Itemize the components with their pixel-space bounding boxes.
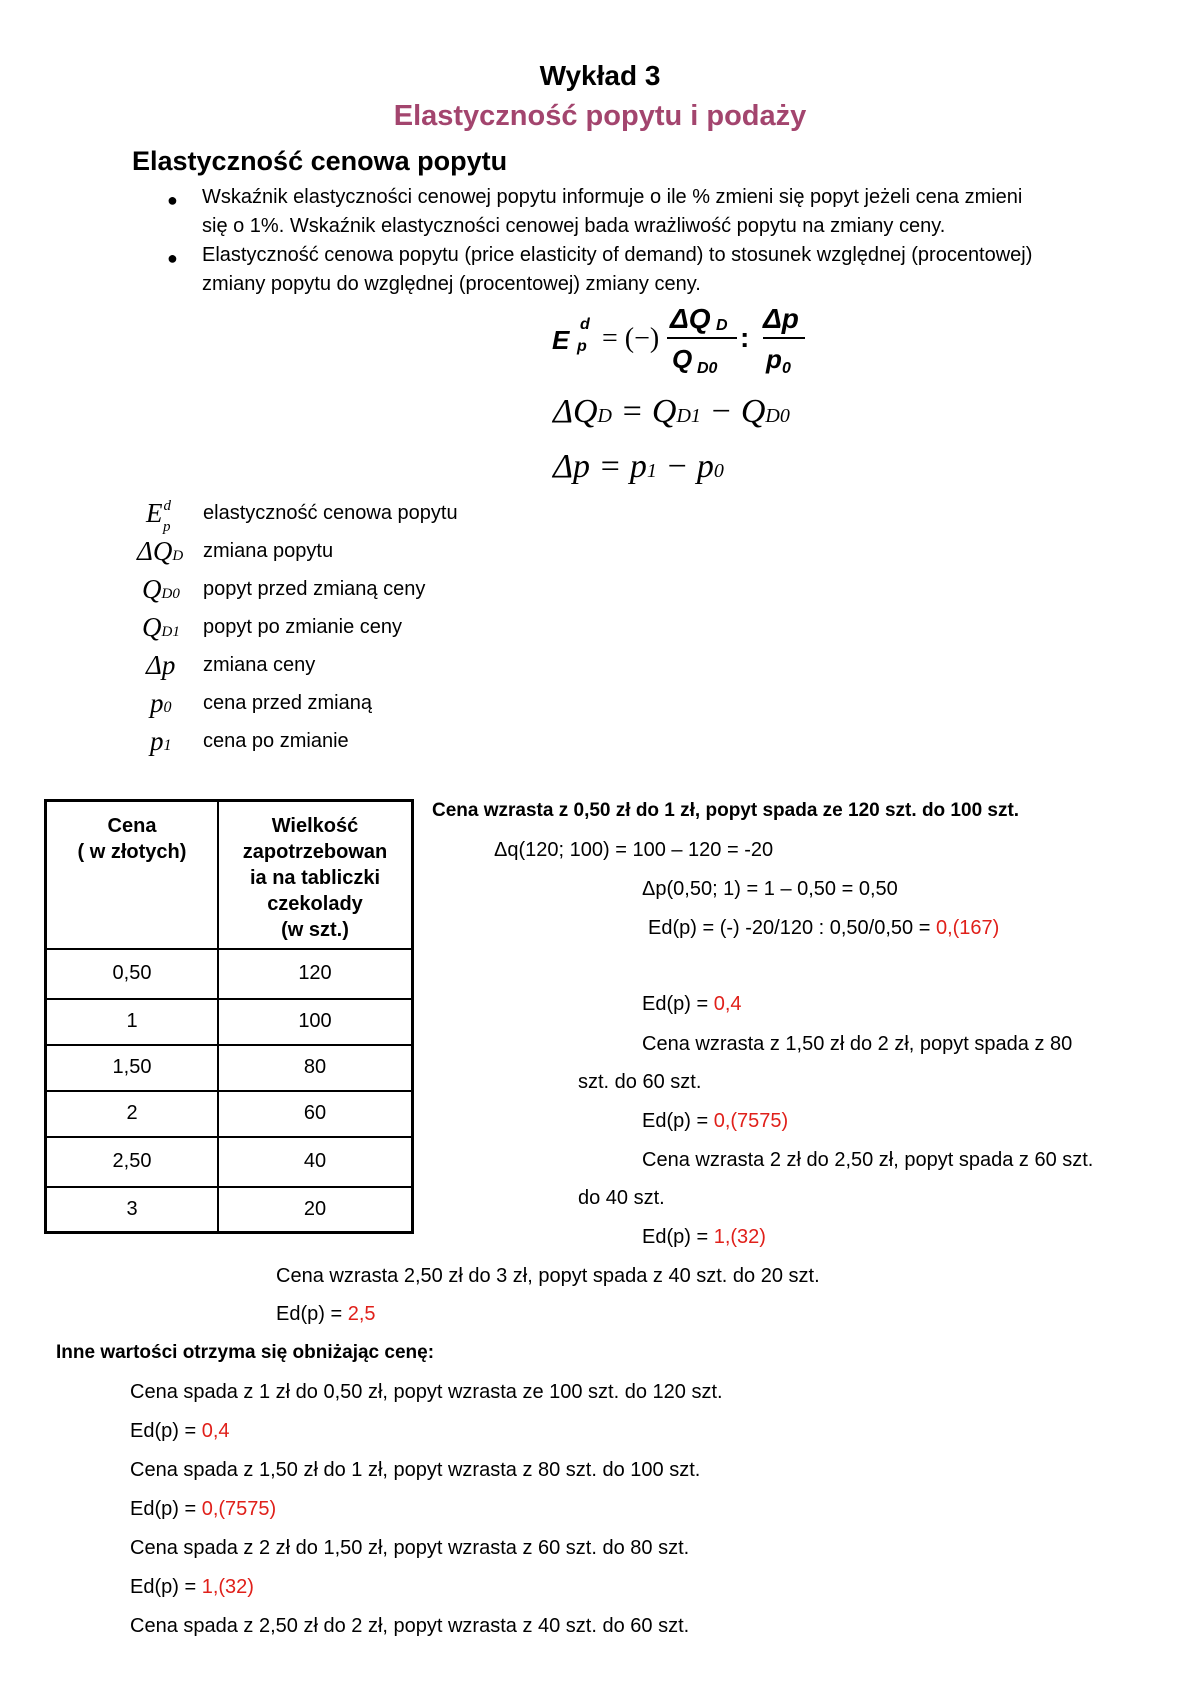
symbol-elasticity: $E^d_p$ [146, 498, 171, 535]
legend-text: elastyczność cenowa popytu [203, 502, 458, 524]
legend-text: cena po zmianie [203, 730, 349, 752]
table-cell-price: 0,50 [46, 949, 219, 999]
calc-delta-p: Δp(0,50; 1) = 1 – 0,50 = 0,50 [642, 878, 898, 900]
table-header-quantity: Wielkość zapotrzebowan ia na tabliczki czekolady (w szt.) [218, 801, 413, 949]
lowering-ed [130, 1420, 230, 1443]
legend-text: zmiana popytu [203, 540, 334, 562]
calc-step-4-line-1: Cena wzrasta 2 zł do 2,50 zł, popyt spada z 60 szt. [642, 1149, 1094, 1171]
bullet-dot-icon: ● [167, 190, 178, 210]
result-value: 0,(7575) [713, 1110, 789, 1132]
symbol-p1: p1 [150, 726, 172, 756]
bullet-2-line-1: Elastyczność cenowa popytu (price elasticity of demand) to stosunek względnej (procentowej) [202, 244, 1033, 266]
result-value: 0,(167) [935, 917, 1000, 939]
calc-step-3-line-2: szt. do 60 szt. [578, 1071, 702, 1093]
table-cell-quantity: 60 [218, 1091, 413, 1137]
calc-ed-label: Ed(p) = (-) -20/120 : 0,50/0,50 = [648, 917, 936, 939]
table-row [46, 1187, 413, 1233]
lowering-heading: Inne wartości otrzyma się obniżając cenę: [56, 1342, 435, 1363]
table-row [46, 1137, 413, 1187]
page-subtitle: Elastyczność popytu i podaży [393, 100, 807, 132]
calc-ed-2 [642, 993, 742, 1016]
table-cell-price: 2,50 [46, 1137, 219, 1187]
lowering-item: Cena spada z 1 zł do 0,50 zł, popyt wzrasta ze 100 szt. do 120 szt. [130, 1381, 723, 1403]
lowering-item: Cena spada z 2,50 zł do 2 zł, popyt wzrasta z 40 szt. do 60 szt. [130, 1615, 690, 1637]
table-row [46, 949, 413, 999]
calc-ed-label: Ed(p) = [642, 1226, 714, 1248]
legend-text: popyt po zmianie ceny [203, 616, 403, 638]
lowering-item: Cena spada z 2 zł do 1,50 zł, popyt wzrasta z 60 szt. do 80 szt. [130, 1537, 690, 1559]
table-row [46, 999, 413, 1045]
table-cell-quantity: 80 [218, 1045, 413, 1091]
table-row [46, 1091, 413, 1137]
legend-text: zmiana ceny [203, 654, 316, 676]
symbol-q-d1: QD1 [142, 612, 180, 642]
calc-step-5: Cena wzrasta 2,50 zł do 3 zł, popyt spada z 40 szt. do 20 szt. [276, 1265, 820, 1287]
calc-ed-5 [276, 1303, 376, 1326]
calc-ed-4 [642, 1226, 766, 1249]
section-heading: Elastyczność cenowa popytu [132, 146, 508, 176]
table-cell-price: 1,50 [46, 1045, 219, 1091]
calc-delta-q: Δq(120; 100) = 100 – 120 = -20 [494, 839, 774, 861]
bullet-1-line-1: Wskaźnik elastyczności cenowej popytu informuje o ile % zmieni się popyt jeżeli cena zmieni [202, 186, 1023, 208]
bullet-dot-icon: ● [167, 248, 178, 268]
calc-intro: Cena wzrasta z 0,50 zł do 1 zł, popyt spada ze 120 szt. do 100 szt. [432, 800, 1020, 821]
calc-ed-label: Ed(p) = [642, 1110, 714, 1132]
calc-ed-label: Ed(p) = [276, 1303, 348, 1325]
table-header-price: Cena ( w złotych) [46, 801, 219, 949]
symbol-p0: p0 [150, 688, 172, 718]
calc-ed-label: Ed(p) = [130, 1576, 202, 1598]
lowering-ed [130, 1498, 276, 1521]
table-cell-quantity: 20 [218, 1187, 413, 1233]
lowering-item: Cena spada z 1,50 zł do 1 zł, popyt wzrasta z 80 szt. do 100 szt. [130, 1459, 701, 1481]
result-value: 0,(7575) [201, 1498, 277, 1520]
calc-step-4-line-2: do 40 szt. [578, 1187, 665, 1209]
table-cell-price: 2 [46, 1091, 219, 1137]
bullet-1-line-2: się o 1%. Wskaźnik elastyczności cenowej bada wrażliwość popytu na zmiany ceny. [202, 215, 946, 237]
legend-text: popyt przed zmianą ceny [203, 578, 426, 600]
table-cell-quantity: 100 [218, 999, 413, 1045]
page-title: Wykład 3 [539, 60, 661, 91]
calc-ed-label: Ed(p) = [130, 1420, 202, 1442]
result-value: 2,5 [347, 1303, 376, 1325]
calc-ed-label: Ed(p) = [130, 1498, 202, 1520]
symbol-delta-q: ΔQD [137, 536, 184, 566]
bullet-2-line-2: zmiany popytu do względnej (procentowej) zmiany ceny. [202, 273, 701, 295]
result-value: 1,(32) [201, 1576, 254, 1598]
calc-ed-label: Ed(p) = [642, 993, 714, 1015]
symbol-delta-p: Δp [146, 650, 176, 680]
calc-ed-1 [648, 917, 999, 940]
price-demand-table [44, 799, 414, 1234]
lowering-ed [130, 1576, 254, 1599]
table-cell-price: 1 [46, 999, 219, 1045]
table-header-row [46, 801, 413, 949]
table-row [46, 1045, 413, 1091]
legend-text: cena przed zmianą [203, 692, 372, 714]
calc-step-3-line-1: Cena wzrasta z 1,50 zł do 2 zł, popyt spada z 80 [642, 1033, 1073, 1055]
symbol-q-d0: QD0 [142, 574, 180, 604]
table-cell-price: 3 [46, 1187, 219, 1233]
result-value: 1,(32) [713, 1226, 766, 1248]
result-value: 0,4 [713, 993, 742, 1015]
table-cell-quantity: 120 [218, 949, 413, 999]
calc-ed-3 [642, 1110, 788, 1133]
table-cell-quantity: 40 [218, 1137, 413, 1187]
result-value: 0,4 [201, 1420, 230, 1442]
